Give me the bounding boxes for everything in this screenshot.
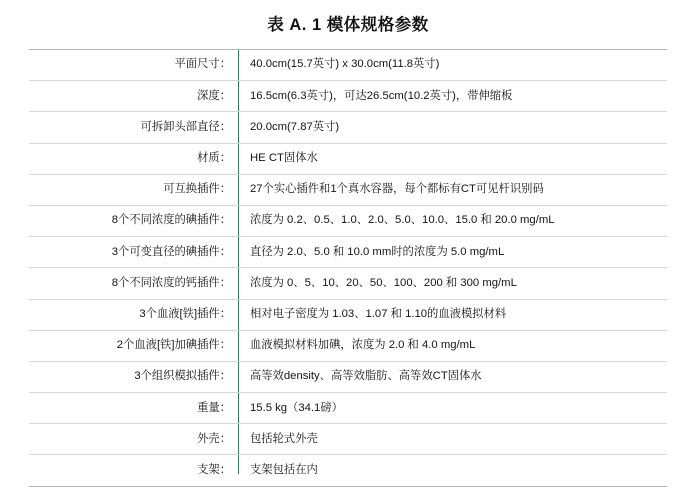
row-label: 可拆卸头部直径： xyxy=(140,120,231,133)
table-row xyxy=(29,393,667,424)
row-label: 重量： xyxy=(197,401,231,414)
specification-table xyxy=(29,49,667,487)
row-value: HE CT固体水 xyxy=(250,152,318,165)
row-value: 血液模拟材料加碘，浓度为 2.0 和 4.0 mg/mL xyxy=(250,339,476,352)
row-label: 8个不同浓度的碘插件： xyxy=(111,214,231,227)
row-value: 浓度为 0.2、0.5、1.0、2.0、5.0、10.0、15.0 和 20.0 mg/mL xyxy=(250,214,555,227)
table-row xyxy=(29,268,667,299)
row-label: 材质： xyxy=(197,152,231,165)
row-label: 外壳： xyxy=(197,432,231,445)
table-row xyxy=(29,50,667,81)
row-value: 支架包括在内 xyxy=(250,463,318,476)
table-row xyxy=(29,205,667,236)
row-value: 16.5cm(6.3英寸)，可达26.5cm(10.2英寸)，带伸缩板 xyxy=(250,89,513,102)
table-row xyxy=(29,81,667,112)
row-value: 高等效density、高等效脂肪、高等效CT固体水 xyxy=(250,370,482,383)
table-row xyxy=(29,361,667,392)
table-title: 表 A. 1 模体规格参数 xyxy=(267,16,429,34)
row-value: 27个实心插件和1个真水容器，每个都标有CT可见杆识别码 xyxy=(250,183,544,196)
table-row xyxy=(29,455,667,486)
row-label: 深度： xyxy=(197,89,231,102)
row-label: 平面尺寸： xyxy=(174,58,231,71)
table-row xyxy=(29,174,667,205)
row-label: 3个血液[铁]插件： xyxy=(139,307,231,320)
table-row xyxy=(29,143,667,174)
table-row xyxy=(29,112,667,143)
document-page xyxy=(0,11,696,495)
table-row xyxy=(29,424,667,455)
row-label: 8个不同浓度的钙插件： xyxy=(111,276,231,289)
table-row xyxy=(29,237,667,268)
row-value: 浓度为 0、5、10、20、50、100、200 和 300 mg/mL xyxy=(250,276,517,289)
row-value: 包括轮式外壳 xyxy=(250,432,318,445)
table-row xyxy=(29,330,667,361)
row-value: 40.0cm(15.7英寸) x 30.0cm(11.8英寸) xyxy=(250,58,440,71)
row-value: 20.0cm(7.87英寸) xyxy=(250,120,340,133)
table-row xyxy=(29,299,667,330)
row-label: 2个血液[铁]加碘插件： xyxy=(116,339,231,352)
row-label: 可互换插件： xyxy=(163,183,231,196)
row-label: 3个组织模拟插件： xyxy=(134,370,231,383)
row-label: 支架： xyxy=(197,463,231,476)
row-value: 直径为 2.0、5.0 和 10.0 mm时的浓度为 5.0 mg/mL xyxy=(250,245,505,258)
row-value: 15.5 kg（34.1磅） xyxy=(250,401,343,414)
row-label: 3个可变直径的碘插件： xyxy=(111,245,231,258)
row-value: 相对电子密度为 1.03、1.07 和 1.10的血液模拟材料 xyxy=(250,307,507,320)
table-body xyxy=(29,50,667,487)
